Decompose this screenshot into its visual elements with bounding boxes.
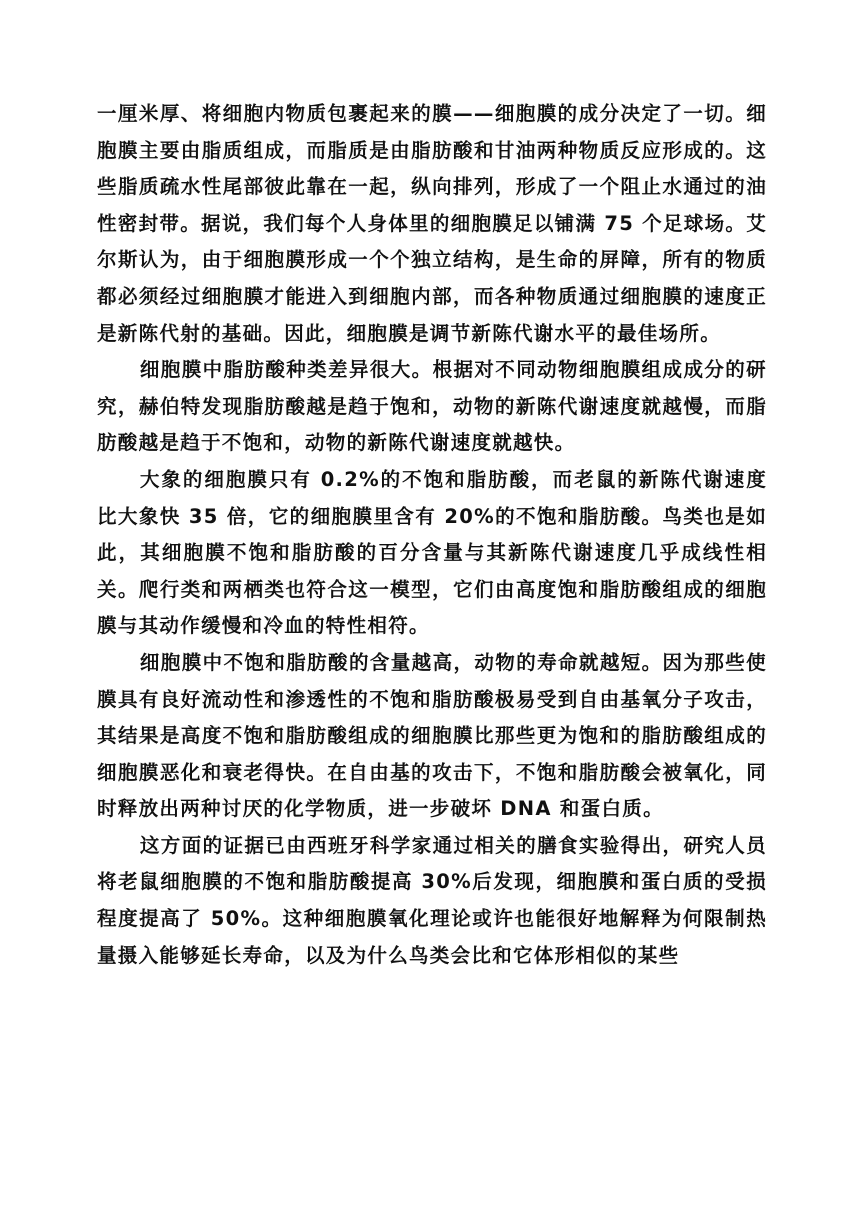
paragraph-spanish-experiment: 这方面的证据已由西班牙科学家通过相关的膳食实验得出，研究人员将老鼠细胞膜的不饱和脂肪酸提高 30%后发现，细胞膜和蛋白质的受损程度提高了 50%。这种细胞膜氧化理论或许也能很好地解释为何限制热量摄入能够延长寿命，以及为什么鸟类会比和它体形相似的某些 (97, 833, 767, 967)
paragraph-lifespan-and-oxidation: 细胞膜中不饱和脂肪酸的含量越高，动物的寿命就越短。因为那些使膜具有良好流动性和渗透性的不饱和脂肪酸极易受到自由基氧分子攻击，其结果是高度不饱和脂肪酸组成的细胞膜比那些更为饱和的脂肪酸组成的细胞膜恶化和衰老得快。在自由基的攻击下，不饱和脂肪酸会被氧化，同时释放出两种讨厌的化学物质，进一步破坏 DNA 和蛋白质。 (97, 650, 767, 821)
paragraph-fatty-acid-types: 细胞膜中脂肪酸种类差异很大。根据对不同动物细胞膜组成成分的研究，赫伯特发现脂肪酸越是趋于饱和，动物的新陈代谢速度就越慢，而脂肪酸越是趋于不饱和，动物的新陈代谢速度就越快。 (97, 358, 767, 455)
paragraph-cell-membrane-composition: 一厘米厚、将细胞内物质包裹起来的膜——细胞膜的成分决定了一切。细胞膜主要由脂质组成，而脂质是由脂肪酸和甘油两种物质反应形成的。这些脂质疏水性尾部彼此靠在一起，纵向排列，形成了一个阻止水通过的油性密封带。据说，我们每个人身体里的细胞膜足以铺满 75 个足球场。艾尔斯认为，由于细胞膜形成一个个独立结构，是生命的屏障，所有的物质都必须经过细胞膜才能进入到细胞内部，而各种物质通过细胞膜的速度正是新陈代射的基础。因此，细胞膜是调节新陈代谢水平的最佳场所。 (97, 102, 767, 345)
paragraph-elephant-mouse-comparison: 大象的细胞膜只有 0.2%的不饱和脂肪酸，而老鼠的新陈代谢速度比大象快 35 倍，它的细胞膜里含有 20%的不饱和脂肪酸。鸟类也是如此，其细胞膜不饱和脂肪酸的百分含量与其新陈代谢速度几乎成线性相关。爬行类和两栖类也符合这一模型，它们由高度饱和脂肪酸组成的细胞膜与其动作缓慢和冷血的特性相符。 (97, 467, 767, 638)
document-body (97, 96, 767, 974)
